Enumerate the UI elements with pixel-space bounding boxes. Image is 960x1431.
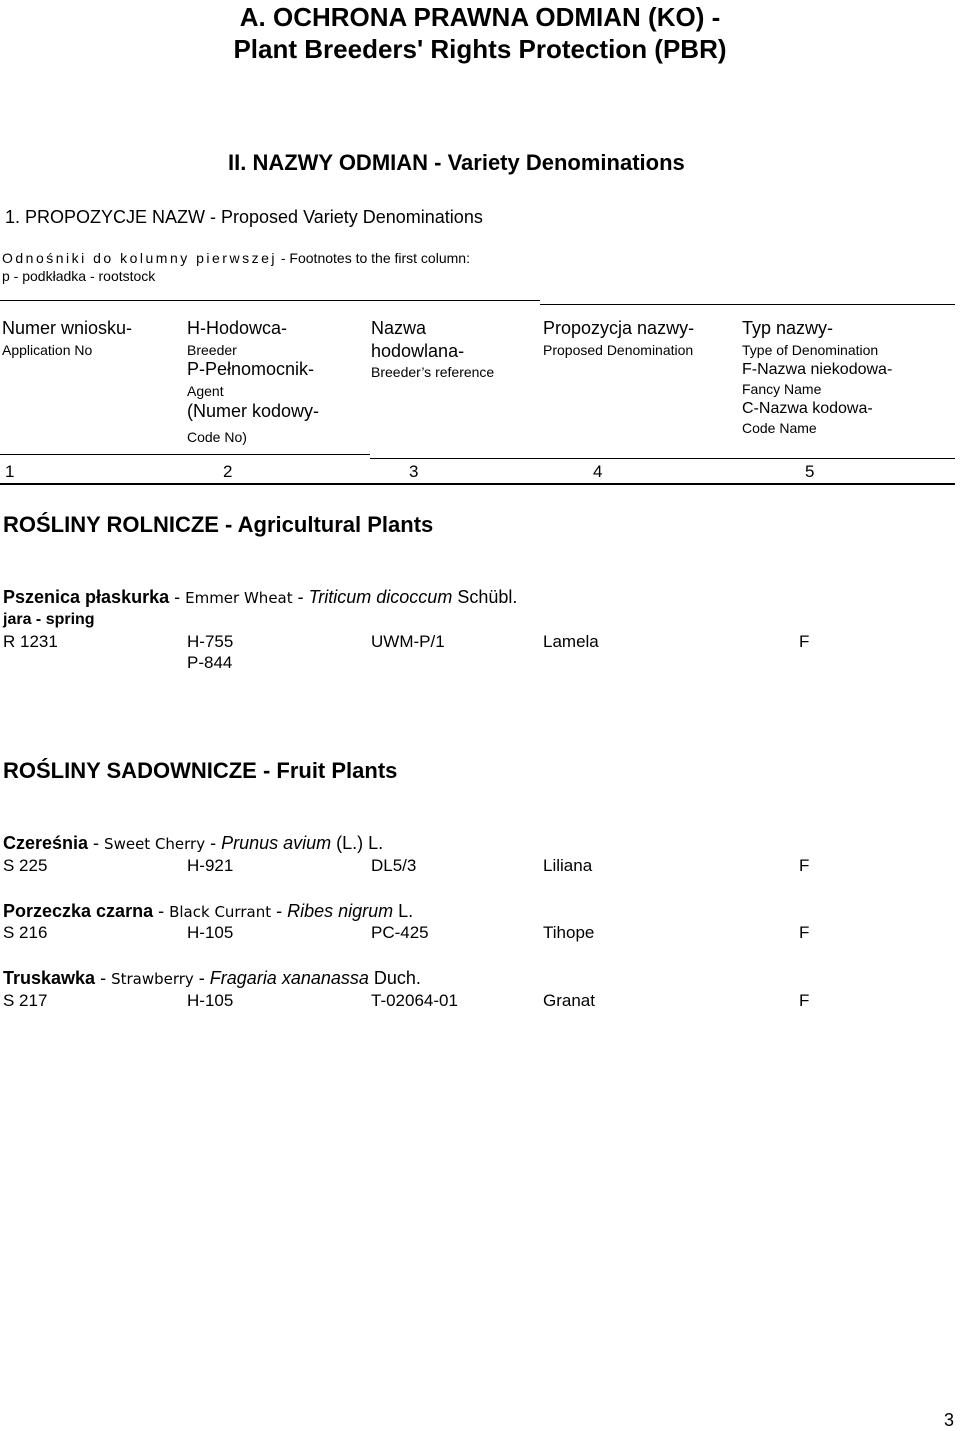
cell-breeder: H-105 <box>187 923 234 942</box>
species-author: (L.) L. <box>331 833 384 853</box>
column-numbers-rule-bottom <box>0 483 955 485</box>
species-name-pl: Truskawka <box>3 968 96 988</box>
column-number-4: 4 <box>593 462 603 481</box>
col5-label-6: Code Name <box>742 420 817 436</box>
column-number-5: 5 <box>805 462 815 481</box>
page-number: 3 <box>944 1410 955 1430</box>
cell-breeder-reference: PC-425 <box>371 923 429 942</box>
col1-label-pl: Numer wniosku- <box>2 318 133 338</box>
col4-label-2: Proposed Denomination <box>543 342 694 358</box>
cell-application-no: S 225 <box>3 856 48 875</box>
species-latin: Prunus avium <box>221 833 332 853</box>
cell-proposed-denomination: Tihope <box>543 923 595 942</box>
col5-label-4: Fancy Name <box>742 381 822 397</box>
species-name-en: Black Currant <box>169 903 272 921</box>
species-name-pl: Pszenica płaskurka <box>3 587 170 607</box>
title-line-2: Plant Breeders' Rights Protection (PBR) <box>233 34 727 64</box>
species-heading-emmer-wheat <box>3 587 517 608</box>
agricultural-plants-heading: ROŚLINY ROLNICZE - Agricultural Plants <box>3 512 434 537</box>
col2-label-6: Code No) <box>187 429 247 445</box>
cell-breeder: H-921 <box>187 856 234 875</box>
column-number-2: 2 <box>223 462 233 481</box>
col3-label-3: Breeder’s reference <box>371 364 495 380</box>
section-title: II. NAZWY ODMIAN - Variety Denominations <box>228 150 685 175</box>
col1-label-en: Application No <box>2 342 93 358</box>
cell-denomination-type: F <box>799 856 810 875</box>
col2-label-5: (Numer kodowy- <box>187 401 320 421</box>
separator: - <box>205 833 222 853</box>
column-number-3: 3 <box>409 462 419 481</box>
column-numbers-rule-top-left <box>0 454 370 455</box>
species-name-en: Strawberry <box>111 970 194 988</box>
col5-label-5: C-Nazwa kodowa- <box>742 400 873 417</box>
species-name-en: Sweet Cherry <box>104 835 206 853</box>
separator: - <box>271 901 288 921</box>
separator: - <box>292 587 309 607</box>
column-number-1: 1 <box>5 462 15 481</box>
title-line-1: A. OCHRONA PRAWNA ODMIAN (KO) - <box>239 2 721 32</box>
species-author: Duch. <box>368 968 421 988</box>
cell-breeder-reference: DL5/3 <box>371 856 417 875</box>
cell-breeder-reference: T-02064-01 <box>371 991 458 1010</box>
species-latin: Ribes nigrum <box>287 901 394 921</box>
cell-proposed-denomination: Lamela <box>543 632 599 651</box>
header-rule-left <box>0 300 540 301</box>
col2-label-2: Breeder <box>187 342 237 358</box>
cell-denomination-type: F <box>799 991 810 1010</box>
cell-application-no: R 1231 <box>3 632 58 651</box>
cell-breeder: H-755 <box>187 632 234 651</box>
col3-label-2: hodowlana- <box>371 341 465 361</box>
species-name-en: Emmer Wheat <box>185 589 293 607</box>
col5-label-2: Type of Denomination <box>742 342 879 358</box>
cell-denomination-type: F <box>799 632 810 651</box>
cell-breeder-reference: UWM-P/1 <box>371 632 445 651</box>
cell-application-no: S 216 <box>3 923 48 942</box>
species-author: Schübl. <box>452 587 518 607</box>
species-heading-black-currant <box>3 901 413 922</box>
cell-denomination-type: F <box>799 923 810 942</box>
species-name-pl: Czereśnia <box>3 833 89 853</box>
separator: - <box>88 833 105 853</box>
cell-breeder: H-105 <box>187 991 234 1010</box>
species-heading-strawberry <box>3 968 421 989</box>
separator: - <box>153 901 170 921</box>
col5-label-3: F-Nazwa niekodowa- <box>742 361 893 378</box>
species-name-pl: Porzeczka czarna <box>3 901 154 921</box>
col2-label-3: P-Pełnomocnik- <box>187 359 315 379</box>
cell-proposed-denomination: Liliana <box>543 856 593 875</box>
species-heading-sweet-cherry <box>3 833 383 854</box>
col2-label-1: H-Hodowca- <box>187 318 288 338</box>
col2-label-4: Agent <box>187 383 224 399</box>
col4-label-1: Propozycja nazwy- <box>543 318 695 338</box>
footnotes-heading-pl: Odnośniki do kolumny pierwszej <box>2 250 277 266</box>
col3-label-1: Nazwa <box>371 318 427 338</box>
species-latin: Fragaria xananassa <box>209 968 369 988</box>
separator: - <box>193 968 210 988</box>
species-season: jara - spring <box>3 611 95 628</box>
footnotes-heading <box>2 250 470 266</box>
footnote-rootstock: p - podkładka - rootstock <box>2 268 156 284</box>
cell-agent: P-844 <box>187 653 233 672</box>
header-rule-right <box>540 304 955 305</box>
col5-label-1: Typ nazwy- <box>742 318 834 338</box>
separator: - <box>169 587 186 607</box>
cell-proposed-denomination: Granat <box>543 991 595 1010</box>
column-numbers-rule-top-right <box>370 458 955 459</box>
cell-application-no: S 217 <box>3 991 48 1010</box>
species-author: L. <box>393 901 414 921</box>
footnotes-heading-en: - Footnotes to the first column: <box>276 250 470 266</box>
separator: - <box>95 968 112 988</box>
species-latin: Triticum dicoccum <box>308 587 453 607</box>
fruit-plants-heading: ROŚLINY SADOWNICZE - Fruit Plants <box>3 758 398 783</box>
subsection-title: 1. PROPOZYCJE NAZW - Proposed Variety Denominations <box>5 207 483 227</box>
